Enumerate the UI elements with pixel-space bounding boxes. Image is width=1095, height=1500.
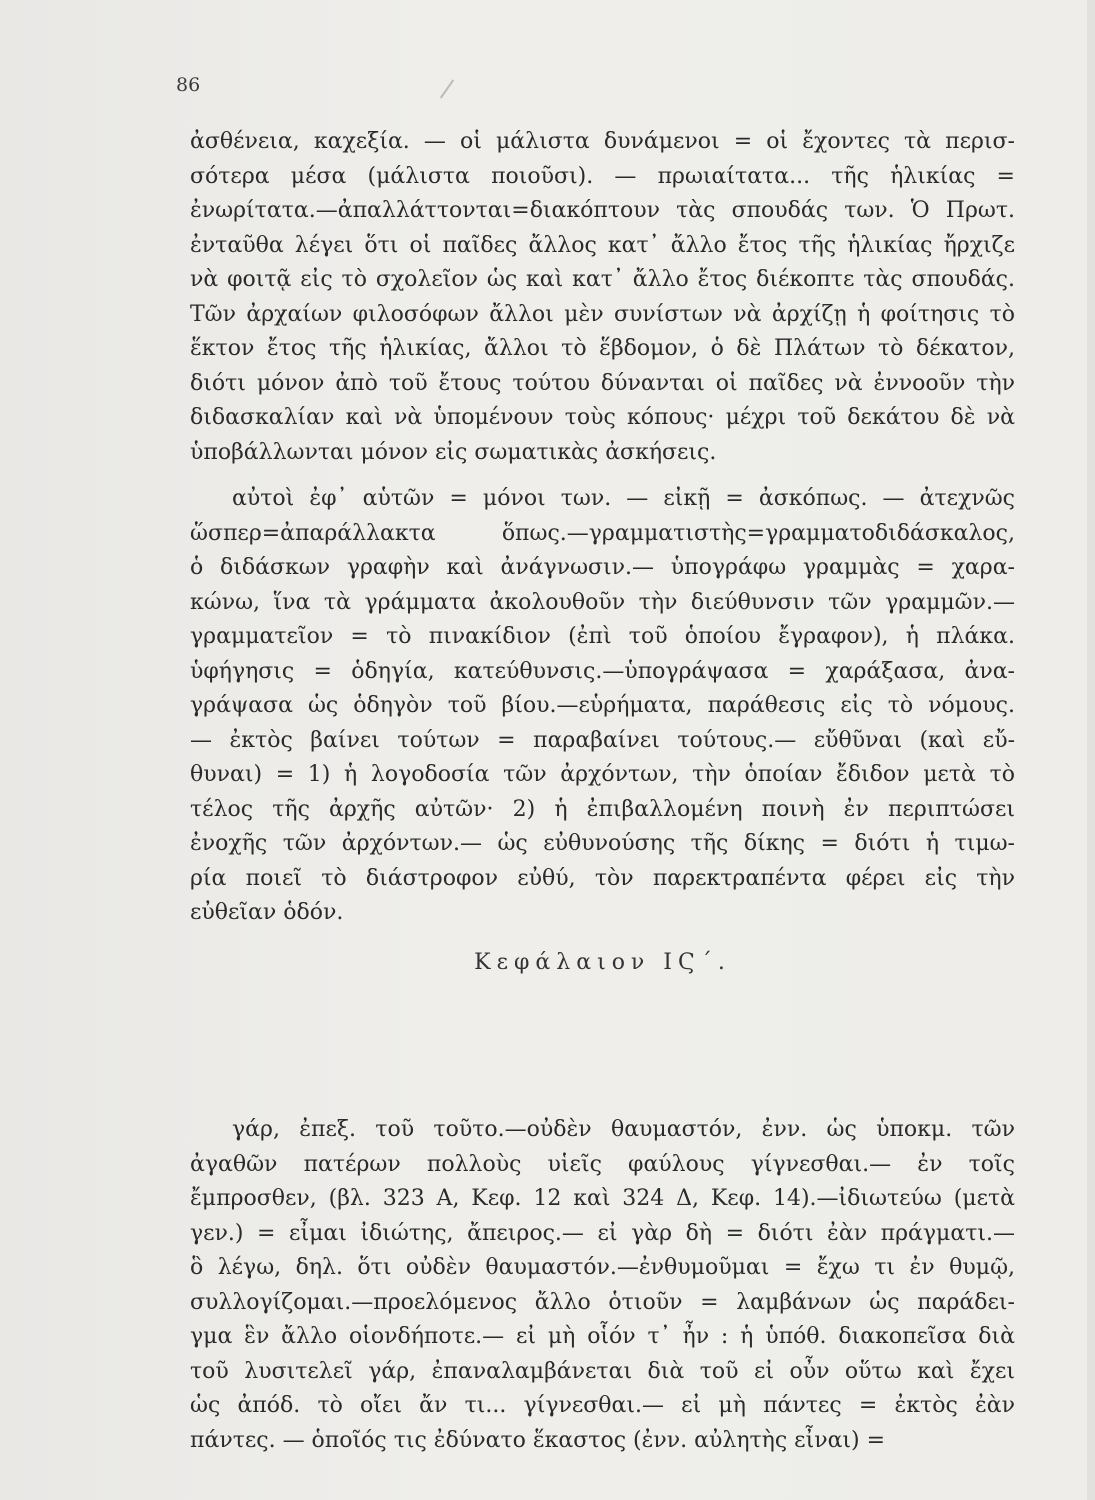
text-line: γμα ἓν ἄλλο οἱονδήποτε.— εἰ μὴ οἷόν τ᾽ ἦν : ἡ ὑπόθ. διακοπεῖσα διὰ (190, 1324, 1015, 1349)
text-line: διότι μόνον ἀπὸ τοῦ ἔτους τούτου δύνανται οἱ παῖδες νὰ ἐννοοῦν τὴν (190, 370, 1015, 396)
text-line: Τῶν ἀρχαίων φιλοσόφων ἄλλοι μὲν συνίστων νὰ ἀρχίζῃ ἡ φοίτησις τὸ (190, 301, 1015, 327)
text-line: ὑποβάλλωνται μόνον εἰς σωματικὰς ἀσκήσεις. (190, 439, 717, 465)
text-line: συλλογίζομαι.—προελόμενος ἄλλο ὁτιοῦν = λαμβάνων ὡς παράδει- (190, 1289, 1015, 1315)
paragraph-1 (190, 125, 1015, 470)
paragraph-3 (190, 1113, 1015, 1458)
text-line: πάντες. — ὁποῖός τις ἐδύνατο ἕκαστος (ἐνν. αὐλητὴς εἶναι) = (190, 1427, 886, 1453)
text-line: — ἐκτὸς βαίνει τούτων = παραβαίνει τούτους.— εὔθῦναι (καὶ εὔ- (190, 727, 1015, 753)
text-line: ἕκτον ἔτος τῆς ἡλικίας, ἄλλοι τὸ ἕβδομον, ὁ δὲ Πλάτων τὸ δέκατον, (190, 336, 1015, 361)
text-line: γράψασα ὡς ὁδηγὸν τοῦ βίου.—εὑρήματα, παράθεσις εἰς τὸ νόμους. (190, 693, 1015, 718)
text-line: ὃ λέγω, δηλ. ὅτι οὐδὲν θαυμαστόν.—ἐνθυμοῦμαι = ἔχω τι ἐν θυμῷ, (190, 1255, 1015, 1280)
text-line: θυναι) = 1) ἡ λογοδοσία τῶν ἀρχόντων, τὴν ὁποίαν ἔδιδον μετὰ τὸ (190, 762, 1015, 787)
chapter-title: Κεφάλαιον ΙϚ΄. (474, 950, 731, 975)
text-line: ἔμπροσθεν, (βλ. 323 Α, Κεφ. 12 καὶ 324 Δ, Κεφ. 14).—ἰδιωτεύω (μετὰ (190, 1186, 1015, 1211)
text-line: νὰ φοιτᾷ εἰς τὸ σχολεῖον ὡς καὶ κατ᾽ ἄλλο ἔτος διέκοπτε τὰς σπουδάς. (190, 267, 1015, 292)
text-line: ἀγαθῶν πατέρων πολλοὺς υἱεῖς φαύλους γίγνεσθαι.— ἐν τοῖς (190, 1151, 1015, 1177)
scan-edge (1087, 0, 1095, 1500)
text-line: τοῦ λυσιτελεῖ γάρ, ἐπαναλαμβάνεται διὰ τοῦ εἰ οὖν οὕτω καὶ ἔχει (190, 1358, 1015, 1384)
text-line: ἐνοχῆς τῶν ἀρχόντων.— ὡς εὐθυνούσης τῆς δίκης = διότι ἡ τιμω- (190, 831, 1015, 856)
text-line: εὐθεῖαν ὁδόν. (190, 900, 344, 925)
text-line: ρία ποιεῖ τὸ διάστροφον εὐθύ, τὸν παρεκτραπέντα φέρει εἰς τὴν (190, 865, 1015, 891)
text-line: ὡς ἀπόδ. τὸ οἴει ἄν τι... γίγνεσθαι.— εἰ μὴ πάντες = ἐκτὸς ἐὰν (190, 1393, 1015, 1418)
paragraph-2 (190, 482, 1015, 931)
page-number: 86 (176, 74, 201, 96)
text-line: γεν.) = εἶμαι ἰδιώτης, ἄπειρος.— εἰ γὰρ δὴ = διότι ἐὰν πράγματι.— (190, 1220, 1015, 1246)
text-line: ἐνταῦθα λέγει ὅτι οἱ παῖδες ἄλλος κατ᾽ ἄλλο ἔτος τῆς ἡλικίας ἤρχιζε (190, 232, 1015, 258)
text-line: γραμματεῖον = τὸ πινακίδιον (ἐπὶ τοῦ ὁποίου ἔγραφον), ἡ πλάκα. (190, 624, 1015, 649)
text-line: ὥσπερ=ἀπαράλλακτα ὅπως.—γραμματιστὴς=γραμματοδιδάσκαλος, (190, 520, 1015, 546)
text-line: ὁ διδάσκων γραφὴν καὶ ἀνάγνωσιν.— ὑπογράφω γραμμὰς = χαρα- (190, 555, 1015, 580)
text-line: ὑφήγησις = ὁδηγία, κατεύθυνσις.—ὑπογράψασα = χαράξασα, ἀνα- (190, 658, 1015, 684)
text-line: αὐτοὶ ἐφ᾽ αὑτῶν = μόνοι των. — εἰκῇ = ἀσκόπως. — ἀτεχνῶς (232, 486, 1015, 511)
text-line: τέλος τῆς ἀρχῆς αὐτῶν· 2) ἡ ἐπιβαλλομένη ποινὴ ἐν περιπτώσει (190, 796, 1015, 822)
text-line: σότερα μέσα (μάλιστα ποιοῦσι). — πρωιαίτατα... τῆς ἡλικίας = (190, 163, 1015, 189)
text-line: διδασκαλίαν καὶ νὰ ὑπομένουν τοὺς κόπους· μέχρι τοῦ δεκάτου δὲ νὰ (190, 405, 1015, 430)
text-line: γάρ, ἐπεξ. τοῦ τοῦτο.—οὐδὲν θαυμαστόν, ἐνν. ὡς ὑποκμ. τῶν (232, 1117, 1015, 1142)
text-line: ἐνωρίτατα.—ἀπαλλάττονται=διακόπτουν τὰς σπουδάς των. Ὁ Πρωτ. (190, 198, 1015, 223)
ink-mark (440, 79, 454, 98)
text-line: ἀσθένεια, καχεξία. — οἱ μάλιστα δυνάμενοι = οἱ ἔχοντες τὰ περισ- (190, 129, 1015, 154)
text-line: κώνω, ἵνα τὰ γράμματα ἀκολουθοῦν τὴν διεύθυνσιν τῶν γραμμῶν.— (190, 589, 1015, 615)
